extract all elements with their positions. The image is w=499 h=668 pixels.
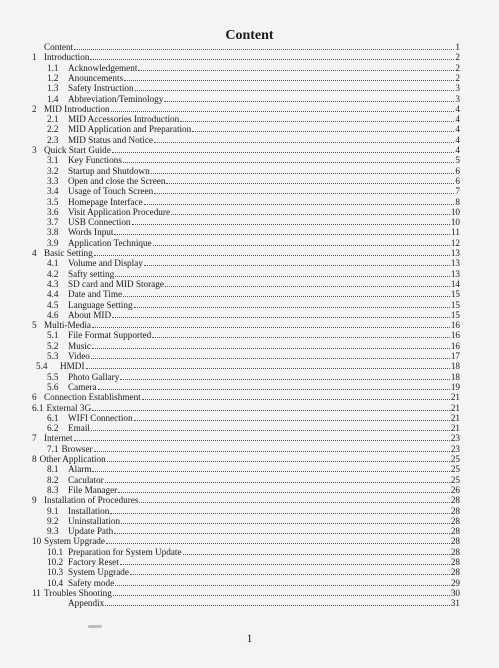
dot-leader [92, 320, 450, 328]
toc-entry-number: 3.6 [47, 206, 59, 217]
dot-leader [94, 444, 450, 452]
toc-entry-number: 8.1 [47, 464, 59, 475]
dot-leader [112, 310, 450, 318]
toc-entry-number: 6.1 [32, 402, 44, 413]
toc-entry-number: 8.3 [47, 484, 59, 495]
dot-leader [105, 598, 450, 606]
dot-leader [144, 197, 455, 205]
toc-entry[interactable] [47, 176, 460, 186]
toc-entry-label: Music [68, 340, 91, 351]
dot-leader [132, 217, 450, 225]
toc-entry-number: 1.1 [47, 62, 59, 73]
toc-entry-label: Safty setting [68, 268, 115, 279]
dot-leader [152, 330, 450, 338]
toc-entry-page: 18 [450, 371, 460, 382]
toc-entry-page: 6 [455, 175, 460, 186]
toc-entry-number: 4.4 [47, 289, 59, 300]
dot-leader [154, 135, 454, 143]
dot-leader [151, 166, 455, 174]
toc-entry-number: 8.2 [47, 474, 59, 485]
toc-entry-label: MID Introduction [44, 103, 110, 114]
toc-entry[interactable] [47, 227, 460, 237]
toc-entry-page: 14 [450, 278, 460, 289]
toc-entry[interactable] [47, 197, 460, 207]
toc-entry[interactable] [47, 557, 460, 567]
toc-entry[interactable] [47, 269, 460, 279]
toc-entry-number: 4.3 [47, 278, 59, 289]
toc-entry-page: 4 [455, 103, 460, 114]
toc-entry-number: 3.9 [47, 237, 59, 248]
toc-entry-number: 9.1 [47, 505, 59, 516]
toc-entry[interactable] [47, 372, 460, 382]
toc-entry-label: Date and Time [68, 289, 123, 300]
toc-entry-number: 5.2 [47, 340, 59, 351]
toc-entry-number: 9.2 [47, 515, 59, 526]
toc-entry[interactable] [32, 104, 460, 114]
toc-entry-label: MID Application and Preparation [68, 124, 192, 135]
toc-entry-page: 19 [450, 381, 460, 392]
toc-entry-label: Visit Application Procedure [68, 206, 171, 217]
toc-entry-label: Troubles Shooting [44, 587, 112, 598]
toc-entry-page: 15 [450, 289, 460, 300]
dot-leader [164, 94, 454, 102]
toc-entry-label: SD card and MID Storage [68, 278, 164, 289]
toc-entry-number: 7.1 [47, 443, 59, 454]
dot-leader [120, 557, 450, 565]
toc-entry[interactable] [32, 454, 460, 464]
toc-entry-number: 1 [32, 52, 37, 63]
toc-entry[interactable] [47, 341, 460, 351]
dot-leader [138, 63, 454, 71]
dot-leader [142, 392, 450, 400]
toc-entry-page: 21 [450, 402, 460, 413]
toc-entry[interactable] [47, 444, 460, 454]
toc-entry[interactable] [47, 506, 460, 516]
toc-entry-label: Alarm [68, 464, 92, 475]
toc-entry[interactable] [32, 145, 460, 155]
toc-entry-label: Update Path [68, 526, 114, 537]
toc-entry-label: Browser [61, 443, 93, 454]
toc-entry-label: Uninstallation [68, 515, 121, 526]
toc-entry-label: System Upgrade [44, 536, 105, 547]
toc-entry[interactable] [32, 536, 460, 546]
dot-leader [74, 42, 454, 50]
toc-entry-number: 5.3 [47, 351, 59, 361]
toc-entry-page: 23 [450, 433, 460, 444]
toc-entry-number: 10.1 [47, 546, 64, 557]
toc-entry[interactable] [32, 588, 460, 598]
toc-entry-number: 3.7 [47, 217, 59, 228]
dot-leader [180, 114, 454, 122]
toc-entry-label: Video [68, 351, 90, 361]
toc-entry-label: Installation of Procedures [44, 495, 139, 506]
toc-entry-page: 25 [450, 474, 460, 485]
toc-entry-number: 10.4 [47, 577, 64, 588]
dot-leader [135, 83, 455, 91]
toc-entry[interactable] [47, 94, 460, 104]
toc-entry-number: 4.1 [47, 258, 59, 269]
toc-entry-label: Email [68, 423, 90, 434]
dot-leader [113, 588, 450, 596]
toc-entry-page: 8 [455, 196, 460, 207]
toc-entry[interactable] [32, 52, 460, 62]
toc-entry-page: 13 [450, 248, 460, 258]
toc-entry-label: Introduction [44, 52, 90, 63]
scan-smudge [88, 625, 102, 628]
toc-entry-label: Internet [44, 433, 73, 444]
dot-leader [98, 382, 450, 390]
toc-entry[interactable] [36, 361, 460, 371]
toc-entry-label: Basic Setting [44, 248, 93, 258]
dot-leader [112, 145, 455, 153]
toc-entry-page: 29 [450, 577, 460, 588]
toc-entry[interactable] [47, 598, 460, 608]
toc-entry[interactable] [47, 155, 460, 165]
toc-entry-number: 4.5 [47, 299, 59, 310]
toc-entry-label: Other Application [39, 454, 106, 464]
toc-entry-label: Content [44, 42, 74, 52]
dot-leader [123, 289, 450, 297]
dot-leader [114, 227, 450, 235]
toc-entry-page: 2 [455, 62, 460, 73]
toc-entry-label: Acknowledgement [68, 62, 138, 73]
toc-entry-page: 21 [450, 392, 460, 403]
toc-entry-number: 5.5 [47, 371, 59, 382]
toc-entry-page: 28 [450, 567, 460, 578]
toc-entry-label: Key Functions [68, 155, 122, 166]
toc-entry-page: 28 [450, 505, 460, 516]
toc-entry-number: 9 [32, 495, 37, 506]
toc-entry[interactable] [32, 248, 460, 258]
toc-entry-page: 28 [450, 546, 460, 557]
toc-entry-page: 1 [455, 42, 460, 52]
toc-entry-number: 6.1 [47, 412, 59, 423]
dot-leader [94, 248, 450, 256]
dot-leader [115, 578, 450, 586]
toc-entry-number: 6.2 [47, 423, 59, 434]
toc-entry[interactable] [47, 217, 460, 227]
toc-entry-page: 10 [450, 206, 460, 217]
toc-entry-number: 10.3 [47, 567, 64, 578]
dot-leader [115, 269, 450, 277]
toc-entry-number: 10 [32, 536, 42, 547]
dot-leader [92, 464, 449, 472]
toc-entry-number: 6 [32, 392, 37, 403]
toc-entry[interactable] [47, 207, 460, 217]
toc-entry-label: External 3G [46, 402, 92, 413]
toc-entry-label: Preparation for System Update [68, 546, 182, 557]
toc-entry-number: 1.2 [47, 72, 59, 83]
toc-entry[interactable] [47, 547, 460, 557]
toc-entry[interactable] [32, 433, 460, 443]
toc-entry-page: 21 [450, 412, 460, 423]
toc-entry-label: Multi-Media [44, 320, 91, 331]
dot-leader [105, 475, 450, 483]
dot-leader [130, 567, 450, 575]
toc-entry-label: MID Accessories Introduction [68, 114, 180, 125]
toc-entry-number: 2.1 [47, 114, 59, 125]
toc-entry[interactable] [47, 289, 460, 299]
toc-entry-page: 16 [450, 320, 460, 331]
toc-entry[interactable] [47, 567, 460, 577]
dot-leader [144, 258, 450, 266]
toc-entry-number: 5 [32, 320, 37, 331]
toc-entry-number: 2 [32, 103, 37, 114]
toc-entry-label: Usage of Touch Screen [68, 186, 154, 197]
toc-entry-page: 3 [455, 83, 460, 94]
toc-entry-number: 8 [32, 454, 37, 464]
toc-entry-label: Open and close the Screen [68, 175, 166, 186]
toc-entry-page: 6 [455, 165, 460, 176]
toc-entry-page: 21 [450, 423, 460, 434]
toc-entry-label: Safety mode [68, 577, 115, 588]
toc-entry[interactable] [47, 166, 460, 176]
toc-entry-page: 3 [455, 93, 460, 104]
toc-entry-label: Appendix [68, 598, 105, 609]
toc-entry[interactable] [47, 423, 460, 433]
toc-entry-number: 3.1 [47, 155, 59, 166]
toc-entry-page: 17 [450, 351, 460, 361]
toc-entry-number: 4.6 [47, 309, 59, 320]
toc-entry-number: 2.2 [47, 124, 59, 135]
toc-entry-page: 30 [450, 587, 460, 598]
toc-entry[interactable] [47, 310, 460, 320]
toc-entry-label: Quick Start Guide [44, 145, 111, 155]
toc-entry[interactable] [32, 320, 460, 330]
toc-entry-label: Startup and Shutdown [68, 165, 150, 176]
toc-entry-label: Application Technique [68, 237, 152, 248]
toc-entry-label: Installation [68, 505, 110, 516]
toc-entry[interactable] [47, 83, 460, 93]
toc-entry-label: Language Setting [68, 299, 133, 310]
toc-entry-label: Factory Reset [68, 557, 119, 567]
toc-entry-number: 3.2 [47, 165, 59, 176]
toc-entry[interactable] [32, 495, 460, 505]
toc-entry-page: 5 [455, 155, 460, 166]
toc-entry-page: 10 [450, 217, 460, 228]
dot-leader [114, 526, 450, 534]
dot-leader [111, 104, 455, 112]
dot-leader [110, 506, 449, 514]
toc-entry-number: 4 [32, 248, 37, 258]
toc-entry[interactable] [47, 351, 460, 361]
toc-entry[interactable] [47, 186, 460, 196]
dot-leader [106, 536, 450, 544]
toc-entry-page: 15 [450, 309, 460, 320]
toc-entry-number: 2.3 [47, 134, 59, 145]
dot-leader [92, 341, 450, 349]
toc-entry[interactable] [47, 279, 460, 289]
toc-entry-number: 9.3 [47, 526, 59, 537]
toc-entry-label: MID Status and Notice [68, 134, 153, 145]
toc-entry[interactable] [47, 485, 460, 495]
toc-entry-label: Safety Instruction [68, 83, 134, 94]
dot-leader [92, 403, 450, 411]
toc-entry-page: 26 [450, 484, 460, 495]
toc-entry-page: 31 [450, 598, 460, 609]
toc-entry-page: 2 [455, 72, 460, 83]
toc-entry-number: 3 [32, 145, 37, 155]
toc-entry-label: File Manager [68, 484, 118, 495]
toc-entry-page: 4 [455, 124, 460, 135]
toc-entry-page: 15 [450, 299, 460, 310]
toc-entry-number: 4.2 [47, 268, 59, 279]
dot-leader [121, 516, 450, 524]
toc-entry-page: 7 [455, 186, 460, 197]
page-title: Content [225, 28, 274, 43]
toc-entry[interactable] [47, 516, 460, 526]
toc-entry[interactable] [47, 300, 460, 310]
toc-entry-label: Connection Establishment [44, 392, 141, 403]
toc-entry-number: 3.8 [47, 227, 59, 238]
toc-entry-label: WIFI Connection [68, 412, 133, 423]
toc-entry[interactable] [47, 73, 460, 83]
toc-entry[interactable] [47, 238, 460, 248]
dot-leader [120, 372, 450, 380]
toc-entry-page: 12 [450, 237, 460, 248]
dot-leader [91, 423, 450, 431]
dot-leader [192, 124, 454, 132]
dot-leader [90, 52, 454, 60]
toc-entry[interactable] [47, 258, 460, 268]
toc-entry[interactable] [32, 42, 460, 52]
toc-entry-number: 3.3 [47, 175, 59, 186]
toc-entry-page: 16 [450, 330, 460, 341]
toc-entry[interactable] [47, 135, 460, 145]
toc-entry-page: 4 [455, 134, 460, 145]
toc-entry-number: 11 [32, 587, 41, 598]
toc-entry-page: 13 [450, 258, 460, 269]
toc-entry[interactable] [47, 330, 460, 340]
toc-entry-label: Camera [68, 381, 97, 392]
toc-entry-label: Abbreviation/Teminology [68, 93, 164, 104]
toc-entry-label: About MID [68, 309, 112, 320]
dot-leader [166, 176, 454, 184]
toc-entry-page: 28 [450, 536, 460, 547]
toc-entry-number: 1.4 [47, 93, 59, 104]
dot-leader [91, 351, 450, 359]
toc-entry-label: USB Connection [68, 217, 131, 228]
toc-entry-page: 28 [450, 526, 460, 537]
toc-entry-label: System Upgrade [68, 567, 129, 578]
toc-entry-page: 18 [450, 361, 460, 372]
toc-entry-page: 25 [450, 464, 460, 475]
toc-entry-number: 7 [32, 433, 37, 444]
toc-entry-page: 28 [450, 557, 460, 567]
toc-entry-page: 4 [455, 145, 460, 155]
toc-entry[interactable] [47, 578, 460, 588]
toc-entry[interactable] [47, 413, 460, 423]
toc-entry-label: File Format Supported [68, 330, 152, 341]
dot-leader [134, 300, 450, 308]
toc-entry[interactable] [47, 526, 460, 536]
dot-leader [139, 495, 449, 503]
toc-entry-page: 28 [450, 495, 460, 506]
toc-entry[interactable] [32, 392, 460, 402]
dot-leader [123, 155, 455, 163]
page-number: 1 [246, 631, 253, 645]
dot-leader [171, 207, 450, 215]
toc-entry-label: Anouncements [68, 72, 124, 83]
toc-entry[interactable] [47, 382, 460, 392]
toc-entry-label: HMDI [60, 361, 85, 372]
toc-entry-page: 11 [451, 227, 460, 238]
toc-entry-number: 10.2 [47, 557, 64, 567]
toc-entry-page: 28 [450, 515, 460, 526]
toc-entry-page: 4 [455, 114, 460, 125]
dot-leader [124, 73, 454, 81]
toc-entry-page: 25 [450, 454, 460, 464]
dot-leader [183, 547, 450, 555]
dot-leader [86, 361, 450, 369]
toc-entry-page: 16 [450, 340, 460, 351]
toc-entry[interactable] [32, 403, 460, 413]
toc-entry[interactable] [47, 63, 460, 73]
toc-entry-number: 5.6 [47, 381, 59, 392]
toc-entry-label: Photo Gallary [68, 371, 120, 382]
toc-entry[interactable] [47, 114, 460, 124]
toc-entry[interactable] [47, 475, 460, 485]
toc-entry-page: 2 [455, 52, 460, 63]
dot-leader [118, 485, 450, 493]
toc-entry-label: Homepage Interface [68, 196, 143, 207]
toc-entry-label: Words Input [68, 227, 114, 238]
toc-entry-page: 13 [450, 268, 460, 279]
toc-entry-number: 5.4 [36, 361, 48, 372]
dot-leader [107, 454, 450, 462]
toc-entry-number: 5.1 [47, 330, 59, 341]
toc-entry-number: 1.3 [47, 83, 59, 94]
dot-leader [165, 279, 450, 287]
dot-leader [153, 238, 450, 246]
toc-entry-number: 3.4 [47, 186, 59, 197]
toc-entry[interactable] [47, 124, 460, 134]
toc-entry-page: 23 [450, 443, 460, 454]
toc-entry-label: Caculator [68, 474, 104, 485]
dot-leader [134, 413, 450, 421]
toc-entry[interactable] [47, 464, 460, 474]
toc-entry-number: 3.5 [47, 196, 59, 207]
toc-entry-label: Volume and Display [68, 258, 143, 269]
dot-leader [74, 433, 450, 441]
dot-leader [154, 186, 454, 194]
